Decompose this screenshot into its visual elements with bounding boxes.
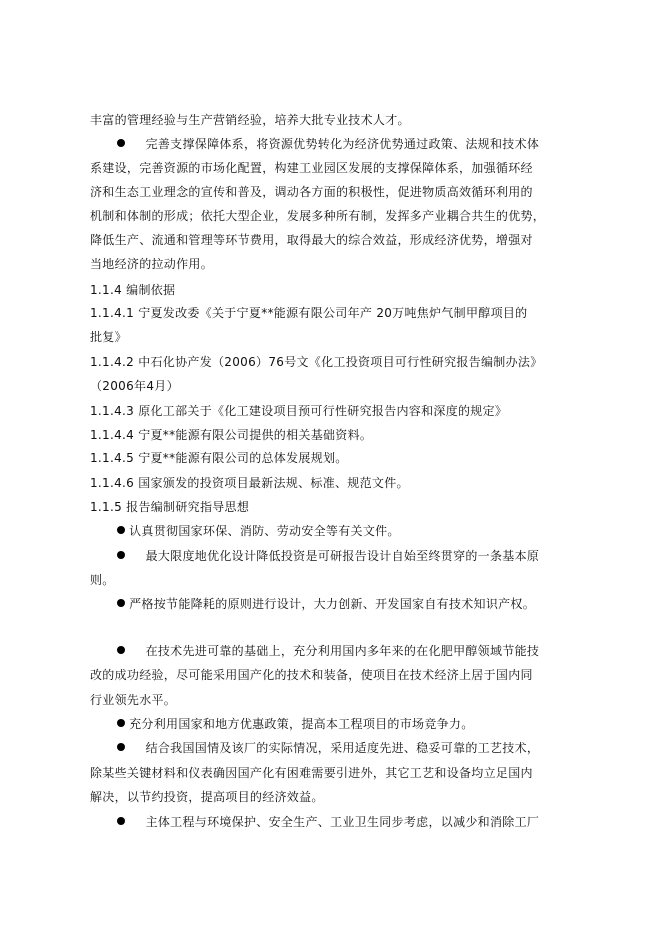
bullet-icon (117, 719, 125, 727)
text-line: 则。 (90, 573, 115, 587)
bullet-item: 最大限度地优化设计降低投资是可研报告设计自始至终贯穿的一条基本原 (117, 549, 539, 563)
bullet-icon (117, 599, 125, 607)
bullet-item: 主体工程与环境保护、安全生产、工业卫生同步考虑，以减少和消除工厂 (117, 815, 539, 829)
bullet-icon (117, 139, 125, 147)
text-line: 当地经济的拉动作用。 (90, 257, 214, 271)
text-line: 解决，以节约投资，提高项目的经济效益。 (90, 790, 324, 804)
text-line: 行业领先水平。 (90, 693, 177, 707)
text-line: 丰富的管理经验与生产营销经验，培养大批专业技术人才。 (90, 113, 410, 127)
text-line: 改的成功经验，尽可能采用国产化的技术和装备，使项目在技术经济上居于国内同 (90, 668, 533, 682)
reference-item: 1.1.4.3 原化工部关于《化工建设项目预可行性研究报告内容和深度的规定》 (90, 404, 508, 418)
reference-item: 1.1.4.6 国家颁发的投资项目最新法规、标准、规范文件。 (90, 476, 409, 490)
reference-item: 1.1.4.5 宁夏**能源有限公司的总体发展规划。 (90, 451, 348, 465)
bullet-item: 充分利用国家和地方优惠政策，提高本工程项目的市场竞争力。 (117, 717, 474, 731)
text-line: 济和生态工业理念的宣传和普及，调动各方面的积极性，促进物质高效循环利用的 (90, 185, 533, 199)
bullet-item: 结合我国国情及该厂的实际情况，采用适度先进、稳妥可靠的工艺技术， (117, 741, 539, 755)
section-heading: 1.1.4 编制依据 (90, 283, 176, 297)
reference-item: 1.1.4.4 宁夏**能源有限公司提供的相关基础资料。 (90, 428, 373, 442)
section-heading: 1.1.5 报告编制研究指导思想 (90, 500, 250, 514)
text-line: 机制和体制的形成；依托大型企业，发展多种所有制，发挥多产业耦合共生的优势， (90, 209, 546, 223)
bullet-icon (117, 551, 125, 559)
bullet-icon (117, 743, 125, 751)
text-line: （2006年4月） (90, 379, 179, 393)
bullet-icon (117, 817, 125, 825)
bullet-icon (117, 646, 125, 654)
bullet-item: 严格按节能降耗的原则进行设计，大力创新、开发国家自有技术知识产权。 (117, 597, 535, 611)
bullet-paragraph-line: 完善支撑保障体系，将资源优势转化为经济优势通过政策、法规和技术体 (117, 137, 539, 151)
text-line: 除某些关键材料和仪表确因国产化有困难需要引进外，其它工艺和设备均立足国内 (90, 766, 533, 780)
text-line: 系建设，完善资源的市场化配置，构建工业园区发展的支撑保障体系，加强循环经 (90, 161, 533, 175)
bullet-icon (117, 526, 125, 534)
bullet-item: 认真贯彻国家环保、消防、劳动安全等有关文件。 (117, 524, 400, 538)
text-line: 批复》 (90, 330, 127, 344)
bullet-item: 在技术先进可靠的基础上，充分利用国内多年来的在化肥甲醇领域节能技 (117, 644, 539, 658)
reference-item: 1.1.4.2 中石化协产发（2006）76号文《化工投资项目可行性研究报告编制办法》 (90, 355, 543, 369)
reference-item: 1.1.4.1 宁夏发改委《关于宁夏**能源有限公司年产 20万吨焦炉气制甲醇项目的 (90, 306, 528, 320)
text-line: 降低生产、流通和管理等环节费用，取得最大的综合效益，形成经济优势，增强对 (90, 233, 533, 247)
